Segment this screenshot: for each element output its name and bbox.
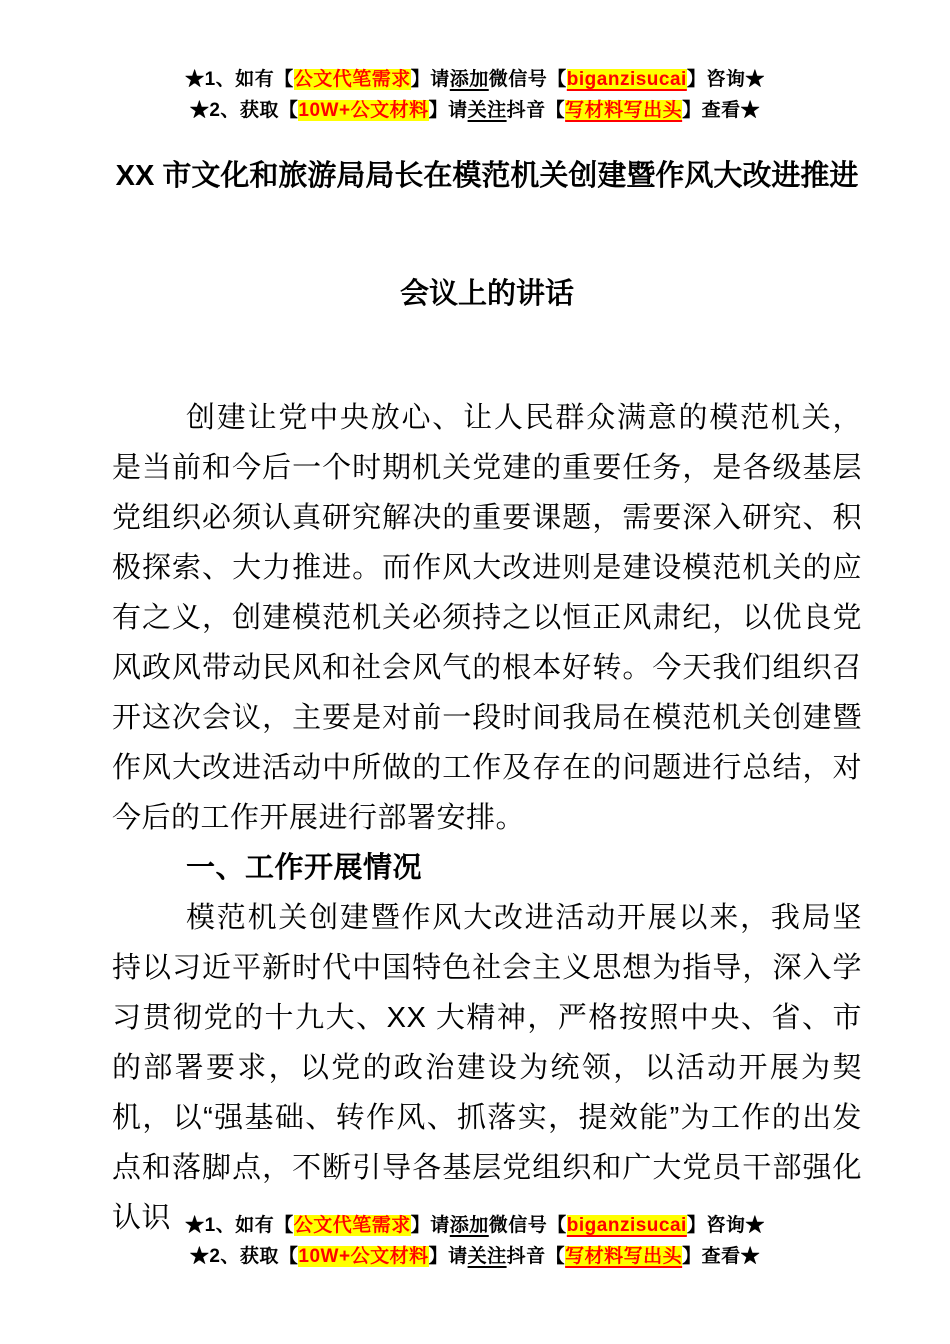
promo-highlight-keyword: 公文代笔需求 [293, 69, 411, 90]
doc-title-line-2: 会议上的讲话 [399, 278, 574, 310]
promo-prefix: ★1、如有【 [185, 69, 294, 90]
promo-underlined-word: 关注 [467, 1246, 507, 1267]
promo-mid: 】请 [410, 1215, 450, 1236]
promo-line-1 [0, 1210, 950, 1241]
document-body [112, 393, 862, 1243]
promo-underlined-word: 添加 [449, 69, 489, 90]
promo-suffix: 】咨询★ [686, 69, 765, 90]
promo-highlight-keyword: 10W+公文材料 [298, 100, 429, 121]
promo-line-2 [0, 95, 950, 126]
promo-suffix: 】咨询★ [686, 1215, 765, 1236]
promo-mid: 抖音【 [506, 1246, 566, 1267]
promo-underlined-word: 添加 [449, 1215, 489, 1236]
promo-mid: 抖音【 [506, 100, 566, 121]
promo-mid: 】请 [428, 1246, 468, 1267]
promo-highlight-keyword: 10W+公文材料 [298, 1246, 429, 1267]
promo-highlight-keyword: 公文代笔需求 [293, 1215, 411, 1236]
promo-wechat-id: biganzisucai [566, 69, 687, 90]
doc-title-line-1: XX 市文化和旅游局局长在模范机关创建暨作风大改进推进 [115, 160, 859, 192]
promo-suffix: 】查看★ [682, 1246, 761, 1267]
promo-mid: 微信号【 [488, 69, 567, 90]
promo-douyin-id: 写材料写出头 [565, 1246, 683, 1267]
promo-suffix: 】查看★ [682, 100, 761, 121]
promo-mid: 】请 [428, 100, 468, 121]
paragraph-1: 创建让党中央放心、让人民群众满意的模范机关，是当前和今后一个时期机关党建的重要任务，是各级基层党组织必须认真研究解决的重要课题，需要深入研究、积极探索、大力推进。而作风大改进则是建设模范机关的应有之义，创建模范机关必须持之以恒正风肃纪，以优良党风政风带动民风和社会风气的根本好转。今天我们组织召开这次会议，主要是对前一段时间我局在模范机关创建暨作风大改进活动中所做的工作及存在的问题进行总结，对今后的工作开展进行部署安排。 [112, 402, 862, 834]
promo-prefix: ★2、获取【 [189, 100, 299, 121]
promo-douyin-id: 写材料写出头 [565, 100, 683, 121]
promo-mid: 】请 [410, 69, 450, 90]
section-heading-1: 一、工作开展情况 [186, 852, 423, 884]
promo-prefix: ★2、获取【 [189, 1246, 299, 1267]
header-promo [0, 0, 950, 126]
paragraph-2: 模范机关创建暨作风大改进活动开展以来，我局坚持以习近平新时代中国特色社会主义思想为指导，深入学习贯彻党的十九大、XX 大精神，严格按照中央、省、市的部署要求，以党的政治建设为统领，以活动开展为契机，以“强基础、转作风、抓落实，提效能”为工作的出发点和落脚点，不断引导各基层党组织和广大党员干部强化认识 [112, 902, 862, 1234]
promo-line-2 [0, 1241, 950, 1272]
promo-wechat-id: biganzisucai [566, 1215, 687, 1236]
promo-line-1 [0, 64, 950, 95]
promo-mid: 微信号【 [488, 1215, 567, 1236]
footer-promo [0, 1210, 950, 1272]
promo-underlined-word: 关注 [467, 100, 507, 121]
promo-prefix: ★1、如有【 [185, 1215, 294, 1236]
